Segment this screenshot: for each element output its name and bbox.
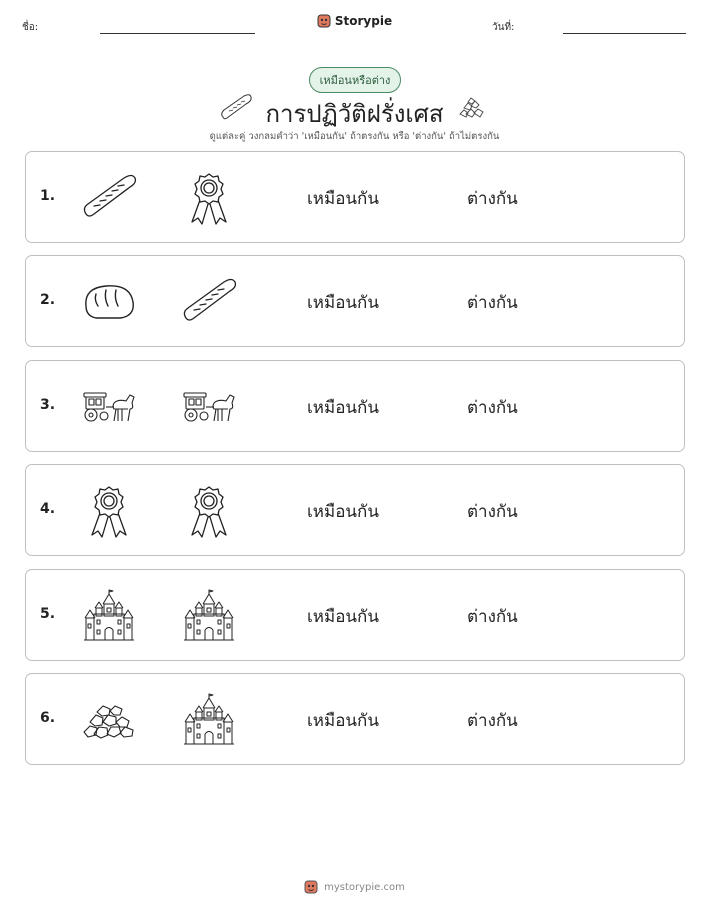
footer-url: mystorypie.com [324, 881, 405, 893]
name-line[interactable] [100, 33, 255, 34]
question-row-5 [25, 569, 685, 661]
different-option[interactable]: ต่างกัน [467, 293, 518, 314]
name-label: ชื่อ: [22, 22, 39, 33]
storypie-mascot-icon [317, 13, 331, 29]
baguette-icon [80, 170, 138, 226]
baguette-icon [180, 274, 238, 330]
question-row-1 [25, 151, 685, 243]
brand-name: Storypie [334, 14, 393, 28]
castle-icon [80, 588, 138, 644]
same-option[interactable]: เหมือนกัน [307, 397, 379, 418]
rubble-pile-icon [80, 692, 138, 748]
question-number: 1. [40, 188, 56, 204]
question-number: 5. [40, 605, 56, 622]
date-label: วันที่: [492, 22, 515, 33]
page-title: การปฏิวัติฝรั่งเศส [265, 100, 444, 128]
question-number: 3. [40, 396, 56, 413]
ribbon-rosette-icon [180, 170, 238, 226]
question-row-3 [25, 360, 685, 452]
different-option[interactable]: ต่างกัน [467, 606, 518, 627]
castle-icon [180, 588, 238, 644]
question-number: 6. [40, 709, 56, 726]
question-row-6 [25, 673, 685, 765]
horse-carriage-icon [180, 379, 238, 435]
storypie-mascot-icon [304, 879, 318, 895]
date-line[interactable] [563, 33, 686, 34]
different-option[interactable]: ต่างกัน [467, 189, 518, 209]
instructions: ดูแต่ละคู่ วงกลมคำว่า 'เหมือนกัน' ถ้าตรงกัน หรือ 'ต่างกัน' ถ้าไม่ตรงกัน [209, 131, 500, 142]
brand-logo [0, 13, 709, 29]
different-option[interactable]: ต่างกัน [467, 502, 518, 523]
ribbon-rosette-icon [180, 483, 238, 539]
same-option[interactable]: เหมือนกัน [307, 502, 379, 523]
ribbon-rosette-icon [80, 483, 138, 539]
rubble-pile-icon [456, 94, 488, 120]
activity-tag: เหมือนหรือต่าง [309, 67, 401, 93]
question-row-4 [25, 464, 685, 556]
same-option[interactable]: เหมือนกัน [307, 293, 379, 314]
horse-carriage-icon [80, 379, 138, 435]
question-list [25, 151, 685, 777]
question-number: 4. [40, 501, 56, 518]
same-option[interactable]: เหมือนกัน [307, 606, 379, 627]
same-option[interactable]: เหมือนกัน [307, 189, 379, 209]
castle-icon [180, 692, 238, 748]
same-option[interactable]: เหมือนกัน [307, 710, 379, 731]
question-number: 2. [40, 292, 56, 309]
footer [0, 879, 709, 895]
different-option[interactable]: ต่างกัน [467, 710, 518, 731]
bread-loaf-icon [80, 274, 138, 330]
question-row-2 [25, 255, 685, 347]
different-option[interactable]: ต่างกัน [467, 397, 518, 418]
